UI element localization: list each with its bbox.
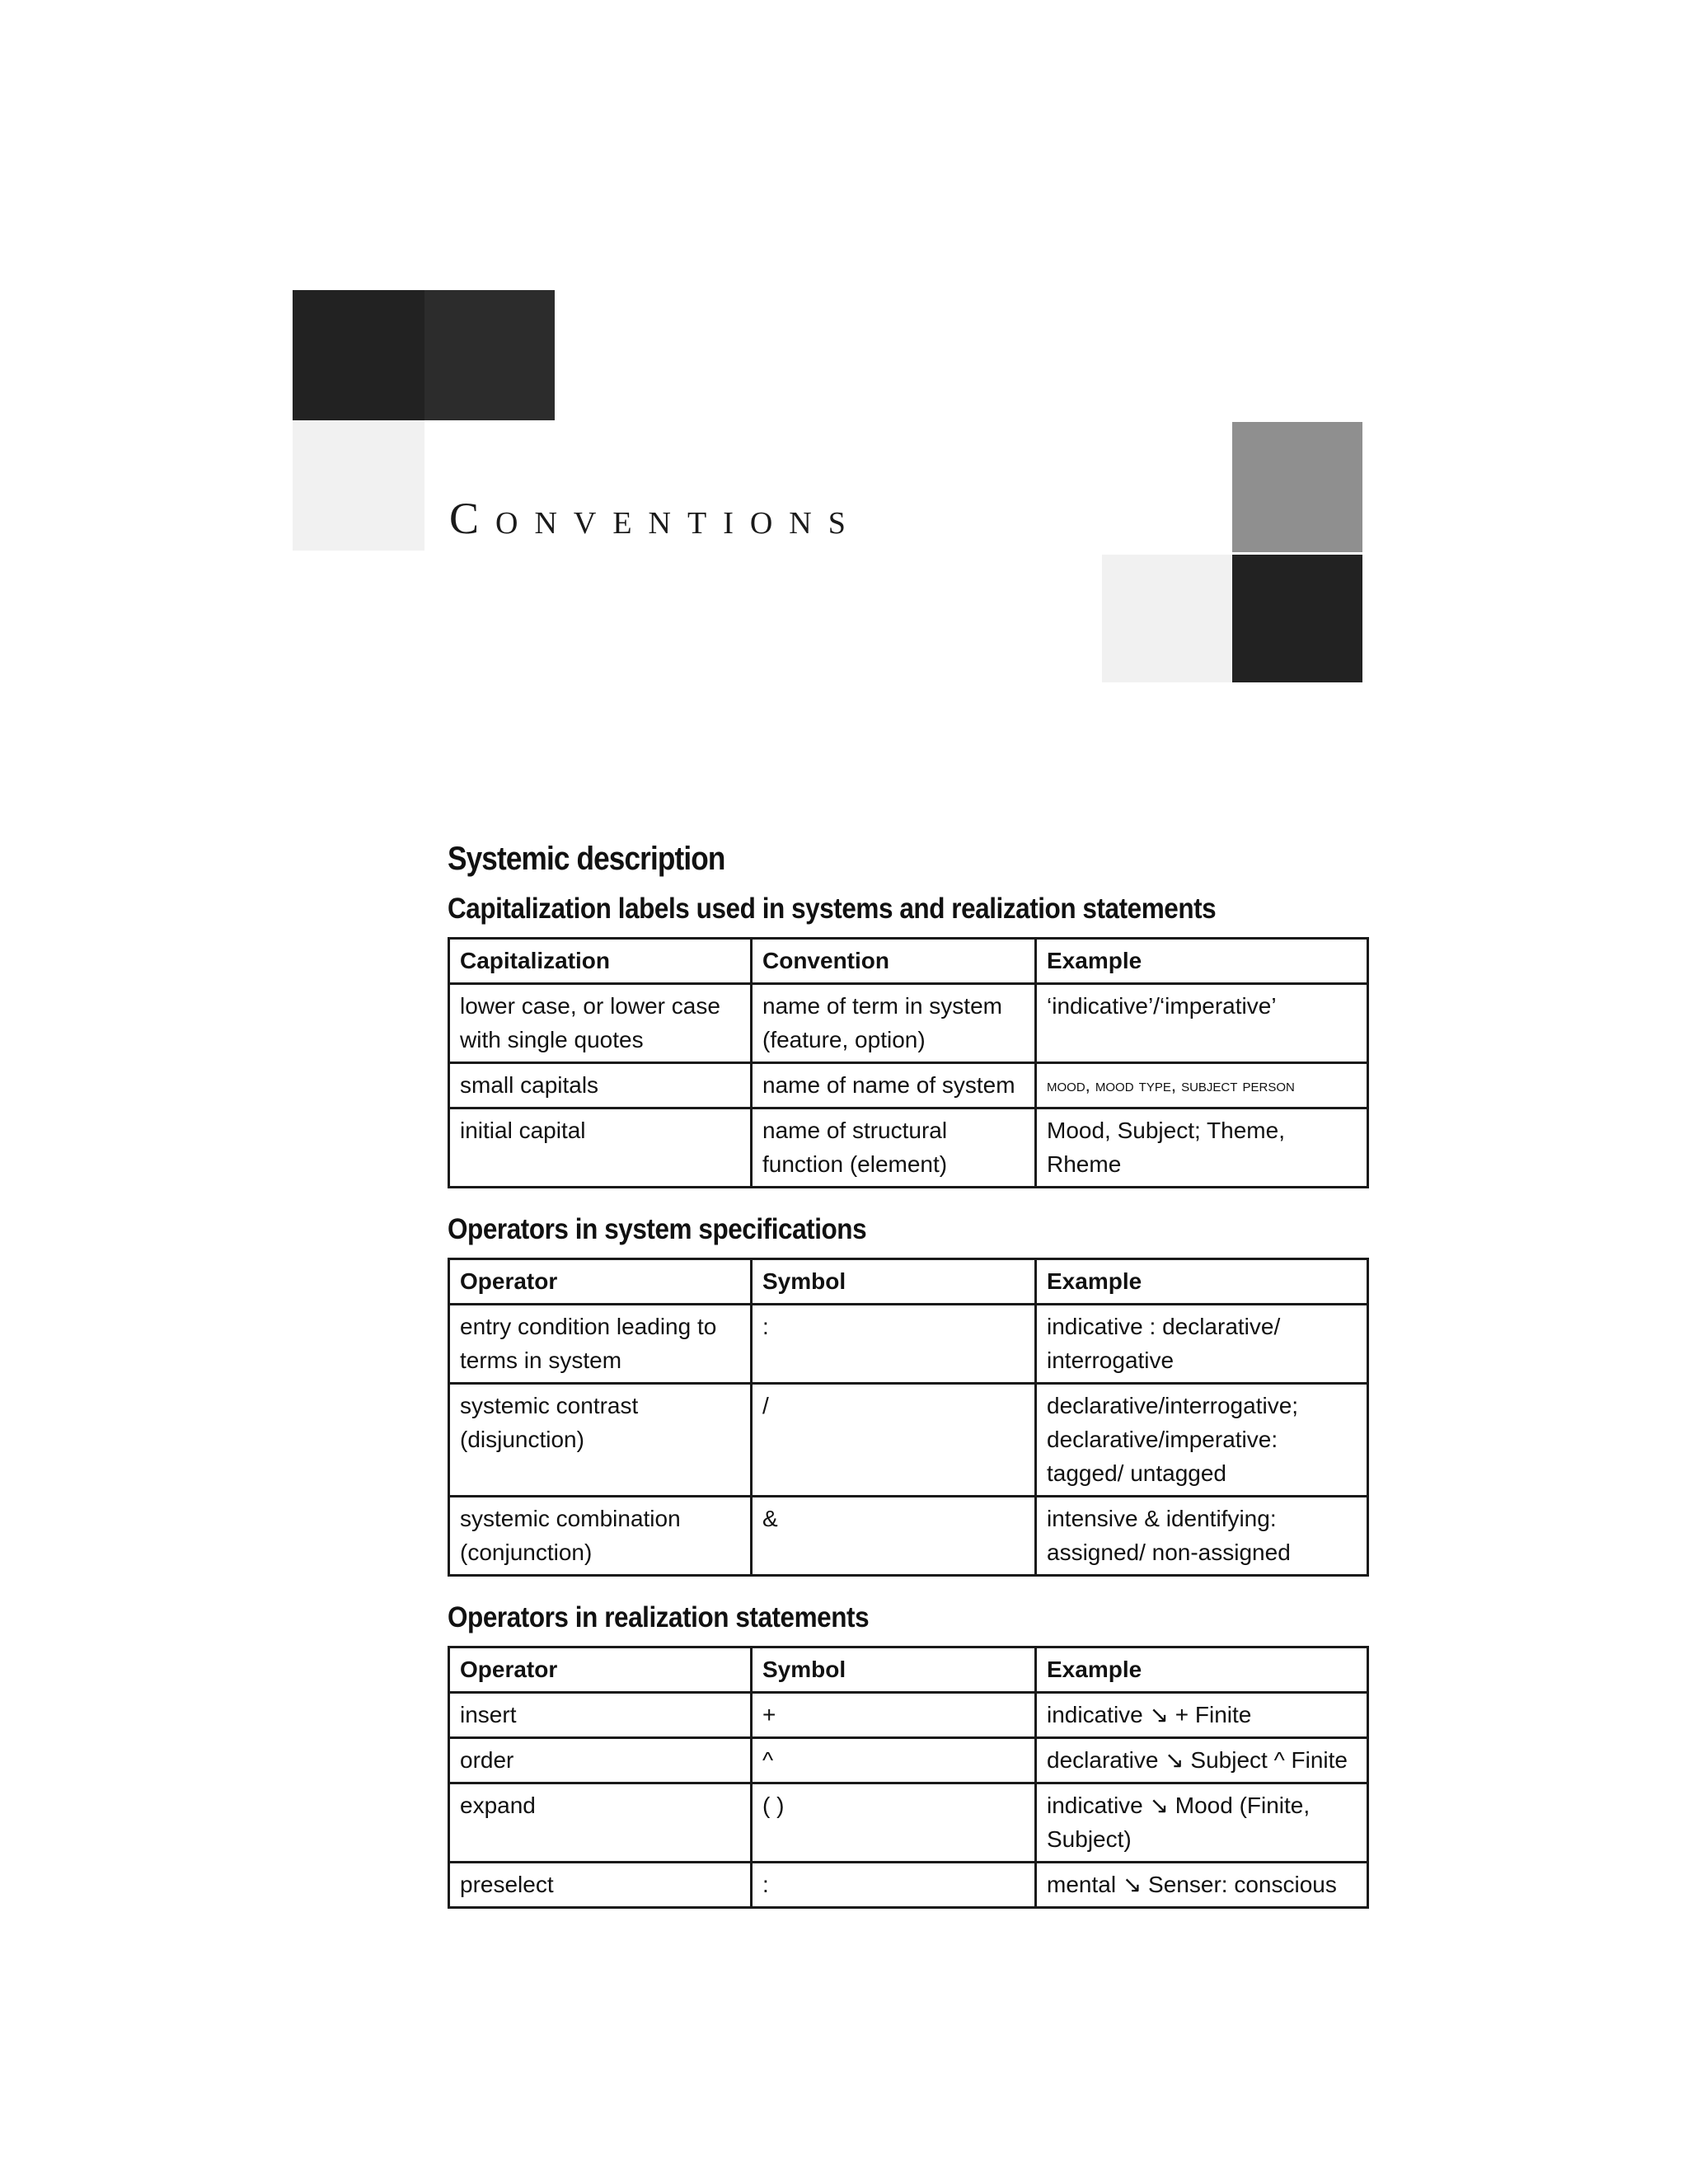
table-row	[449, 1108, 1368, 1188]
table-cell: expand	[449, 1783, 752, 1863]
table-cell: +	[752, 1693, 1036, 1738]
table-cell: initial capital	[449, 1108, 752, 1188]
table-cell: intensive & identifying: assigned/ non-assigned	[1036, 1497, 1368, 1576]
table-header-row	[449, 939, 1368, 984]
table-cell: indicative : declarative/ interrogative	[1036, 1305, 1368, 1384]
column-header: Capitalization	[449, 939, 752, 984]
column-header: Convention	[752, 939, 1036, 984]
main-content	[448, 841, 1367, 1933]
decor-square-light-2	[1102, 555, 1232, 682]
table-cell: :	[752, 1305, 1036, 1384]
table-cell: preselect	[449, 1863, 752, 1908]
column-header: Example	[1036, 1259, 1368, 1305]
table-row	[449, 1384, 1368, 1497]
table-row	[449, 1693, 1368, 1738]
system-ops-heading: Operators in system specifications	[448, 1213, 867, 1245]
capitalization-table	[448, 937, 1369, 1188]
realization-operators-table	[448, 1646, 1369, 1909]
table-cell: small capitals	[449, 1063, 752, 1108]
section-heading: Systemic description	[448, 841, 725, 877]
table-row	[449, 1863, 1368, 1908]
table-header-row	[449, 1647, 1368, 1693]
column-header: Operator	[449, 1647, 752, 1693]
table-cell: name of term in system (feature, option)	[752, 984, 1036, 1063]
table-cell: mood, mood type, subject person	[1036, 1063, 1368, 1108]
page-title: Conventions	[449, 494, 862, 543]
cap-table-heading: Capitalization labels used in systems and realization statements	[448, 893, 1217, 925]
decor-square-dark-1	[293, 290, 424, 420]
table-cell: insert	[449, 1693, 752, 1738]
decor-square-dark-2	[424, 290, 555, 420]
table-cell: indicative ↘ Mood (Finite, Subject)	[1036, 1783, 1368, 1863]
table-cell: declarative/interrogative; declarative/imperative: tagged/ untagged	[1036, 1384, 1368, 1497]
table-cell: lower case, or lower case with single quotes	[449, 984, 752, 1063]
table-cell: systemic contrast (disjunction)	[449, 1384, 752, 1497]
table-cell: order	[449, 1738, 752, 1783]
table-cell: mental ↘ Senser: conscious	[1036, 1863, 1368, 1908]
column-header: Example	[1036, 939, 1368, 984]
column-header: Example	[1036, 1647, 1368, 1693]
table-row	[449, 1305, 1368, 1384]
table-row	[449, 1738, 1368, 1783]
table-cell: Mood, Subject; Theme, Rheme	[1036, 1108, 1368, 1188]
table-cell: systemic combination (conjunction)	[449, 1497, 752, 1576]
decor-square-dark-3	[1232, 555, 1362, 682]
system-operators-table	[448, 1258, 1369, 1577]
table-cell: ‘indicative’/‘imperative’	[1036, 984, 1368, 1063]
table-cell: entry condition leading to terms in system	[449, 1305, 752, 1384]
table-row	[449, 1783, 1368, 1863]
table-cell: name of name of system	[752, 1063, 1036, 1108]
decor-square-mid	[1232, 422, 1362, 552]
realization-ops-heading: Operators in realization statements	[448, 1601, 870, 1633]
table-cell: indicative ↘ + Finite	[1036, 1693, 1368, 1738]
table-row	[449, 984, 1368, 1063]
table-cell: ^	[752, 1738, 1036, 1783]
table-cell: ( )	[752, 1783, 1036, 1863]
decor-square-light-1	[293, 420, 424, 551]
table-cell: :	[752, 1863, 1036, 1908]
table-cell: &	[752, 1497, 1036, 1576]
table-cell: name of structural function (element)	[752, 1108, 1036, 1188]
column-header: Operator	[449, 1259, 752, 1305]
table-row	[449, 1497, 1368, 1576]
table-cell: /	[752, 1384, 1036, 1497]
table-header-row	[449, 1259, 1368, 1305]
table-cell: declarative ↘ Subject ^ Finite	[1036, 1738, 1368, 1783]
column-header: Symbol	[752, 1647, 1036, 1693]
table-row	[449, 1063, 1368, 1108]
column-header: Symbol	[752, 1259, 1036, 1305]
